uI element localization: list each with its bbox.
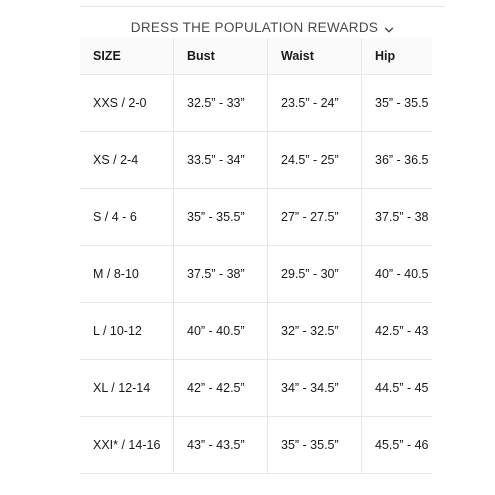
table-row [80, 132, 432, 189]
chevron-down-icon [384, 22, 394, 32]
hip-cell: 35” - 35.5 [361, 75, 432, 131]
size-cell: XS / 2-4 [93, 153, 139, 167]
bust-cell: 40” - 40.5” [173, 303, 267, 359]
hip-cell: 44.5” - 45 [361, 360, 432, 416]
bust-cell: 43” - 43.5” [173, 417, 267, 473]
size-cell: XL / 12-14 [93, 381, 151, 395]
size-cell: M / 8-10 [93, 267, 139, 281]
bust-cell: 42” - 42.5” [173, 360, 267, 416]
size-cell: XXI* / 14-16 [93, 438, 161, 452]
hip-cell: 40” - 40.5 [361, 246, 432, 302]
bust-cell: 35” - 35.5” [173, 189, 267, 245]
table-row [80, 189, 432, 246]
waist-cell: 34” - 34.5” [267, 360, 361, 416]
table-header-row [80, 38, 432, 75]
waist-cell: 24.5” - 25” [267, 132, 361, 188]
table-row [80, 360, 432, 417]
waist-cell: 35” - 35.5” [267, 417, 361, 473]
top-divider [80, 6, 445, 7]
rewards-dropdown-inner[interactable] [131, 20, 394, 35]
rewards-dropdown-label: DRESS THE POPULATION REWARDS [130, 19, 379, 35]
table-row [80, 417, 432, 474]
waist-cell: 29.5” - 30” [267, 246, 361, 302]
bust-cell: 37.5” - 38” [173, 246, 267, 302]
bust-cell: 32.5” - 33” [173, 75, 267, 131]
bust-cell: 33.5” - 34” [173, 132, 267, 188]
size-cell: L / 10-12 [93, 324, 142, 338]
hip-cell: 42.5” - 43 [361, 303, 432, 359]
column-header-bust: Bust [173, 38, 267, 74]
hip-cell: 37.5” - 38 [361, 189, 432, 245]
waist-cell: 27” - 27.5” [267, 189, 361, 245]
column-header-waist: Waist [267, 38, 361, 74]
size-cell: S / 4 - 6 [93, 210, 137, 224]
table-row [80, 303, 432, 360]
size-chart-table [80, 38, 432, 474]
table-row [80, 75, 432, 132]
column-header-size: SIZE [93, 49, 121, 63]
rewards-dropdown[interactable] [0, 16, 495, 38]
hip-cell: 45.5” - 46 [361, 417, 432, 473]
waist-cell: 23.5” - 24” [267, 75, 361, 131]
hip-cell: 36” - 36.5 [361, 132, 432, 188]
size-cell: XXS / 2-0 [93, 96, 147, 110]
table-row [80, 246, 432, 303]
size-chart-scroll-container[interactable] [80, 38, 432, 482]
waist-cell: 32” - 32.5” [267, 303, 361, 359]
column-header-hip: Hip [361, 38, 432, 74]
